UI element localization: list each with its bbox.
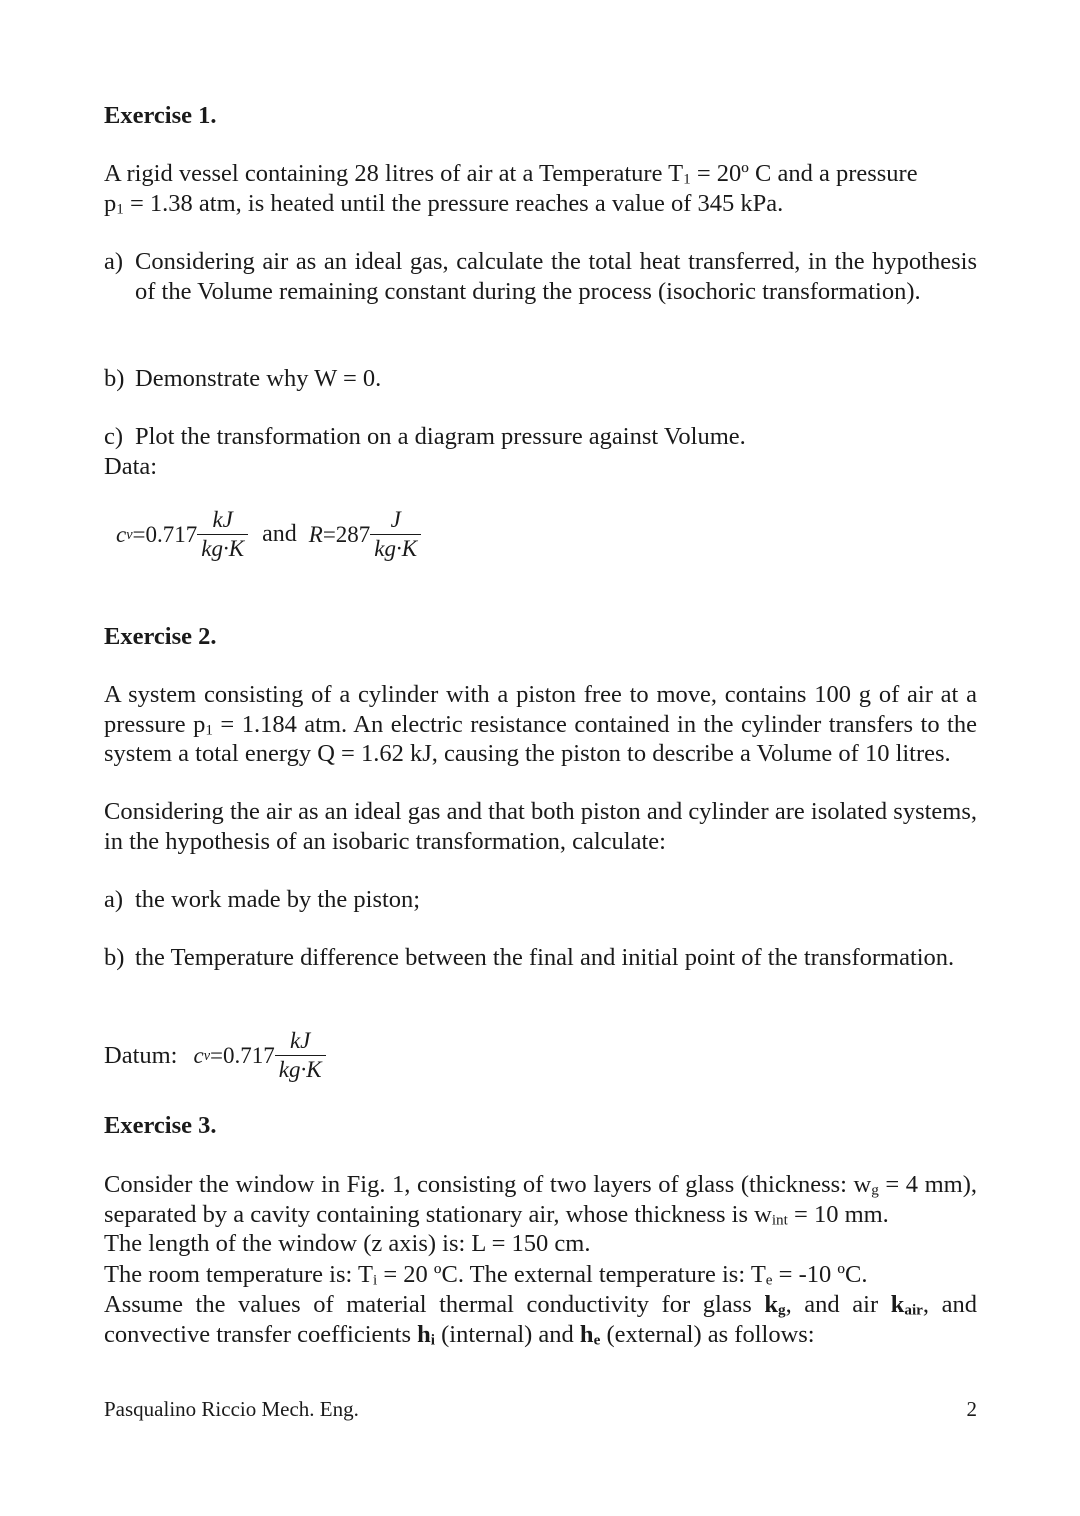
exercise-2-title: Exercise 2.	[104, 623, 217, 650]
exercise-1-title: Exercise 1.	[104, 102, 217, 129]
exercise-2-item-a: a) the work made by the piston;	[104, 886, 421, 913]
exercise-3-paragraph-3: The room temperature is: $T_i = 20$ ºC. The external temperature is: $T_e = -10$ ºC.	[104, 1261, 868, 1289]
footer-author: Pasqualino Riccio Mech. Eng.	[104, 1397, 359, 1421]
exercise-3-paragraph-4: Assume the values of material thermal conductivity for glass $k_g$, and air $k_{air}$, and convective transfer coefficients $h_i$ (internal) and $h_e$ (external) as follows:	[104, 1291, 977, 1348]
exercise-2-item-b: b) the Temperature difference between the final and initial point of the transformation.	[104, 944, 955, 971]
exercise-1-intro: A rigid vessel containing 28 litres of air at a Temperature $T_1$ = 20º C and a pressure $p_1 = 1.38$ atm, is heated until the pressure reaches a value of 345 kPa.	[104, 160, 918, 217]
exercise-1-item-a: a) Considering air as an ideal gas, calculate the total heat transferred, in the hypothesis of the Volume remaining constant during the process (isochoric transformation).	[104, 248, 977, 305]
exercise-1-item-b: b) Demonstrate why W = 0.	[104, 365, 382, 392]
exercise-3-paragraph-1: Consider the window in Fig. 1, consisting of two layers of glass (thickness: $w_g = 4$ mm), separated by a cavity containing stationary air, whose thickness is $w_{int} = 10$ mm.	[104, 1171, 977, 1228]
cv-unit-fraction: $\frac{kJ}{kg\cdot K}$	[197, 507, 248, 562]
exercise-3-title: Exercise 3.	[104, 1112, 217, 1139]
exercise-2-paragraph-1: A system consisting of a cylinder with a piston free to move, contains 100 g of air at a pressure $p_1 = 1.184$ atm. An electric resistance contained in the cylinder transfers to the system a total energy Q = 1.62 kJ, causing the piston to describe a Volume of 10 litres.	[104, 681, 977, 767]
r-unit-fraction: $\frac{J}{kg\cdot K}$	[370, 507, 421, 562]
exercise-3-paragraph-2: The length of the window (z axis) is: L = 150 cm.	[104, 1230, 591, 1257]
exercise-2-paragraph-2: Considering the air as an ideal gas and that both piston and cylinder are isolated systems, in the hypothesis of an isobaric transformation, calculate:	[104, 798, 977, 855]
page-number: 2	[966, 1397, 977, 1421]
page-footer	[104, 1397, 977, 1422]
exercise-1-data-equation: c v =0.717 $\frac{kJ}{kg\cdot K}$ and R =287 $\frac{J}{kg\cdot K}$	[116, 507, 421, 562]
exercise-1-data-label: Data:	[104, 453, 158, 480]
exercise-2-datum-equation: Datum: c v =0.717 $\frac{kJ}{kg\cdot K}$	[104, 1028, 326, 1083]
cv-unit-fraction-2: $\frac{kJ}{kg\cdot K}$	[275, 1028, 326, 1083]
exercise-1-item-c: c) Plot the transformation on a diagram pressure against Volume.	[104, 423, 746, 450]
